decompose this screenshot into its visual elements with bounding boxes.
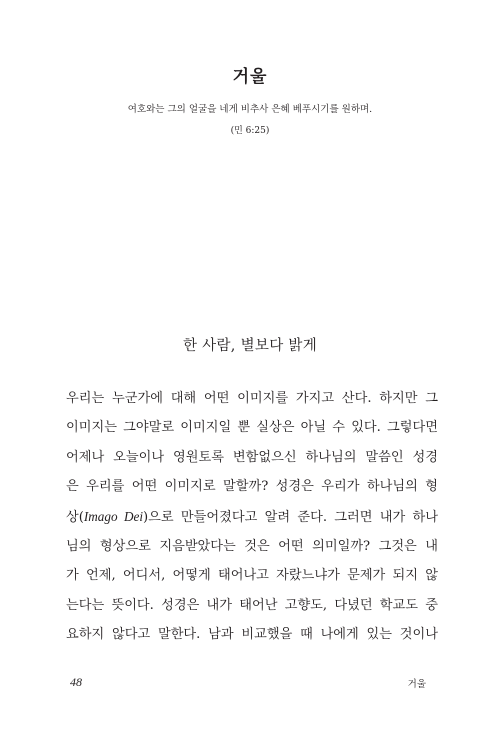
chapter-title: 거울 xyxy=(232,67,268,87)
epigraph-reference: (민 6:25) xyxy=(230,126,270,136)
body-line: 요하지 않다고 말한다. 남과 비교했을 때 나에게 있는 것이나 xyxy=(66,627,438,643)
body-line: 는다는 뜻이다. 성경은 내가 태어난 고향도, 다녔던 학교도 중 xyxy=(66,597,438,613)
page-number: 48 xyxy=(70,675,82,689)
body-text xyxy=(66,384,438,650)
body-line: 가 언제, 어디서, 어떻게 태어나고 자랐느냐가 문제가 되지 않 xyxy=(66,568,438,584)
body-fragment: 상( xyxy=(66,509,84,525)
body-line: 은 우리를 어떤 이미지로 말할까? 성경은 우리가 하나님의 형 xyxy=(66,479,438,495)
epigraph xyxy=(0,103,500,138)
epigraph-text: 여호와는 그의 얼굴을 네게 비추사 은혜 베푸시기를 원하며. xyxy=(127,104,373,115)
body-fragment: )으로 만들어졌다고 알려 준다. 그러면 내가 하나 xyxy=(143,509,439,525)
body-line: 어제나 오늘이나 영원토록 변함없으신 하나님의 말씀인 성경 xyxy=(66,449,438,465)
running-head: 거울 xyxy=(407,679,426,690)
section-title: 한 사람, 별보다 밝게 xyxy=(182,338,318,354)
latin-term: Imago Dei xyxy=(83,508,144,524)
body-line: 님의 형상으로 지음받았다는 것은 어떤 의미일까? 그것은 내 xyxy=(66,539,438,555)
body-line: 이미지는 그야말로 이미지일 뿐 실상은 아닐 수 있다. 그렇다면 xyxy=(66,420,438,436)
body-line xyxy=(66,502,438,532)
body-line: 우리는 누군가에 대해 어떤 이미지를 가지고 산다. 하지만 그 xyxy=(66,391,438,406)
